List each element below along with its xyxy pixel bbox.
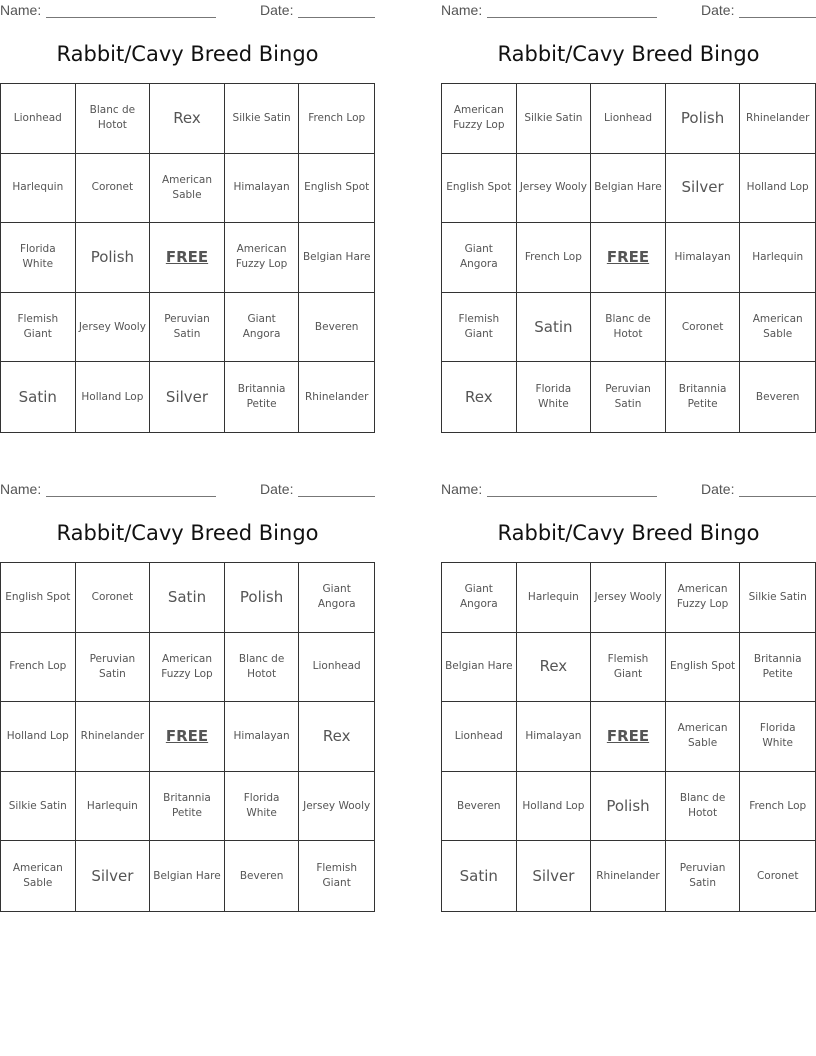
date-label: Date:	[701, 2, 735, 18]
card-title: Rabbit/Cavy Breed Bingo	[56, 42, 319, 66]
bingo-cell: Belgian Hare	[150, 841, 225, 911]
bingo-cell: Giant Angora	[225, 293, 300, 363]
bingo-cell: Blanc de Hotot	[666, 772, 741, 842]
card-title: Rabbit/Cavy Breed Bingo	[497, 521, 760, 545]
bingo-cell: Silver	[76, 841, 151, 911]
name-blank-line	[487, 496, 657, 497]
bingo-cell: Harlequin	[740, 223, 815, 293]
bingo-cell: Lionhead	[1, 84, 76, 154]
bingo-cell: Beveren	[299, 293, 374, 363]
bingo-cell: American Sable	[150, 154, 225, 224]
date-label: Date:	[260, 2, 294, 18]
bingo-cell: Coronet	[76, 563, 151, 633]
bingo-cell: Giant Angora	[299, 563, 374, 633]
bingo-grid	[0, 562, 375, 912]
bingo-cell: Silver	[666, 154, 741, 224]
bingo-cell: Silkie Satin	[225, 84, 300, 154]
name-blank-line	[46, 17, 216, 18]
bingo-cell: Peruvian Satin	[591, 362, 666, 432]
bingo-cell: French Lop	[1, 633, 76, 703]
date-label: Date:	[260, 481, 294, 497]
bingo-cell: Holland Lop	[740, 154, 815, 224]
bingo-cell: Giant Angora	[442, 563, 517, 633]
bingo-cell: Coronet	[76, 154, 151, 224]
bingo-cell: American Sable	[666, 702, 741, 772]
bingo-cell: Rex	[299, 702, 374, 772]
bingo-cell: Himalayan	[666, 223, 741, 293]
bingo-cell: Giant Angora	[442, 223, 517, 293]
bingo-cell: Polish	[591, 772, 666, 842]
name-label: Name:	[0, 481, 42, 497]
date-blank-line	[298, 496, 375, 497]
bingo-cell: Silkie Satin	[517, 84, 592, 154]
bingo-cell: Silkie Satin	[740, 563, 815, 633]
bingo-cell: Himalayan	[225, 702, 300, 772]
bingo-cell: Beveren	[442, 772, 517, 842]
name-blank-line	[487, 17, 657, 18]
card-header	[441, 479, 816, 499]
bingo-cell: Belgian Hare	[442, 633, 517, 703]
bingo-cell: Lionhead	[591, 84, 666, 154]
date-blank-line	[298, 17, 375, 18]
bingo-cell: Jersey Wooly	[299, 772, 374, 842]
name-label: Name:	[441, 2, 483, 18]
bingo-cell: Silkie Satin	[1, 772, 76, 842]
bingo-cell: Flemish Giant	[442, 293, 517, 363]
bingo-cell: Harlequin	[517, 563, 592, 633]
bingo-cell: Silver	[150, 362, 225, 432]
bingo-cell: Blanc de Hotot	[591, 293, 666, 363]
bingo-cell: French Lop	[517, 223, 592, 293]
bingo-cell: Florida White	[1, 223, 76, 293]
name-label: Name:	[0, 2, 42, 18]
bingo-cell: American Fuzzy Lop	[666, 563, 741, 633]
free-space-cell: FREE	[150, 702, 225, 772]
bingo-cell: Rex	[442, 362, 517, 432]
bingo-cell: Blanc de Hotot	[225, 633, 300, 703]
card-header	[0, 479, 375, 499]
bingo-cell: Jersey Wooly	[591, 563, 666, 633]
bingo-grid	[441, 562, 816, 912]
bingo-cell: Coronet	[666, 293, 741, 363]
bingo-cell: Rhinelander	[740, 84, 815, 154]
bingo-cell: Satin	[442, 841, 517, 911]
bingo-cell: Florida White	[517, 362, 592, 432]
bingo-cell: Lionhead	[442, 702, 517, 772]
card-header	[0, 0, 375, 20]
bingo-cell: Lionhead	[299, 633, 374, 703]
bingo-cell: Florida White	[225, 772, 300, 842]
name-blank-line	[46, 496, 216, 497]
bingo-cell: Britannia Petite	[740, 633, 815, 703]
bingo-cell: Silver	[517, 841, 592, 911]
bingo-cell: Satin	[150, 563, 225, 633]
free-space-cell: FREE	[150, 223, 225, 293]
date-blank-line	[739, 17, 816, 18]
bingo-cell: English Spot	[1, 563, 76, 633]
bingo-cell: Flemish Giant	[591, 633, 666, 703]
bingo-cell: English Spot	[299, 154, 374, 224]
bingo-cell: Blanc de Hotot	[76, 84, 151, 154]
bingo-cell: Satin	[1, 362, 76, 432]
bingo-cell: Rex	[150, 84, 225, 154]
bingo-cell: English Spot	[666, 633, 741, 703]
free-space-cell: FREE	[591, 702, 666, 772]
bingo-cell: Himalayan	[517, 702, 592, 772]
bingo-cell: Holland Lop	[76, 362, 151, 432]
bingo-cell: Jersey Wooly	[76, 293, 151, 363]
bingo-cell: Rhinelander	[304, 390, 369, 403]
bingo-cell: Flemish Giant	[1, 293, 76, 363]
bingo-cell: American Fuzzy Lop	[442, 84, 517, 154]
bingo-cell: American Sable	[1, 841, 76, 911]
bingo-cell: Coronet	[756, 869, 799, 882]
bingo-cell: Harlequin	[76, 772, 151, 842]
bingo-cell: Himalayan	[225, 154, 300, 224]
bingo-cell: Britannia Petite	[666, 362, 741, 432]
bingo-cell: Britannia Petite	[150, 772, 225, 842]
bingo-cell: American Sable	[740, 293, 815, 363]
bingo-cell: Holland Lop	[517, 772, 592, 842]
bingo-cell: Flemish Giant	[316, 862, 358, 890]
date-label: Date:	[701, 481, 735, 497]
bingo-cell: American Fuzzy Lop	[225, 223, 300, 293]
bingo-cell: Rex	[517, 633, 592, 703]
bingo-cell: Rhinelander	[591, 841, 666, 911]
bingo-cell: Harlequin	[1, 154, 76, 224]
bingo-cell: Peruvian Satin	[150, 293, 225, 363]
bingo-cell: Satin	[517, 293, 592, 363]
date-blank-line	[739, 496, 816, 497]
card-header	[441, 0, 816, 20]
bingo-cell: English Spot	[442, 154, 517, 224]
bingo-cell: Beveren	[225, 841, 300, 911]
bingo-cell: French Lop	[299, 84, 374, 154]
bingo-grid	[0, 83, 375, 433]
bingo-cell: Peruvian Satin	[666, 841, 741, 911]
bingo-cell: French Lop	[740, 772, 815, 842]
bingo-cell: Polish	[225, 563, 300, 633]
bingo-cell: American Fuzzy Lop	[150, 633, 225, 703]
bingo-cell: Jersey Wooly	[517, 154, 592, 224]
bingo-cell: Britannia Petite	[225, 362, 300, 432]
card-title: Rabbit/Cavy Breed Bingo	[56, 521, 319, 545]
bingo-cell: Belgian Hare	[299, 223, 374, 293]
card-title: Rabbit/Cavy Breed Bingo	[497, 42, 760, 66]
free-space-cell: FREE	[591, 223, 666, 293]
bingo-cell: Belgian Hare	[591, 154, 666, 224]
name-label: Name:	[441, 481, 483, 497]
bingo-cell: Rhinelander	[76, 702, 151, 772]
bingo-cell: Peruvian Satin	[76, 633, 151, 703]
bingo-cell: Beveren	[755, 390, 800, 403]
bingo-cell: Florida White	[740, 702, 815, 772]
bingo-cell: Polish	[666, 84, 741, 154]
bingo-cell: Holland Lop	[1, 702, 76, 772]
bingo-cell: Polish	[76, 223, 151, 293]
bingo-grid	[441, 83, 816, 433]
